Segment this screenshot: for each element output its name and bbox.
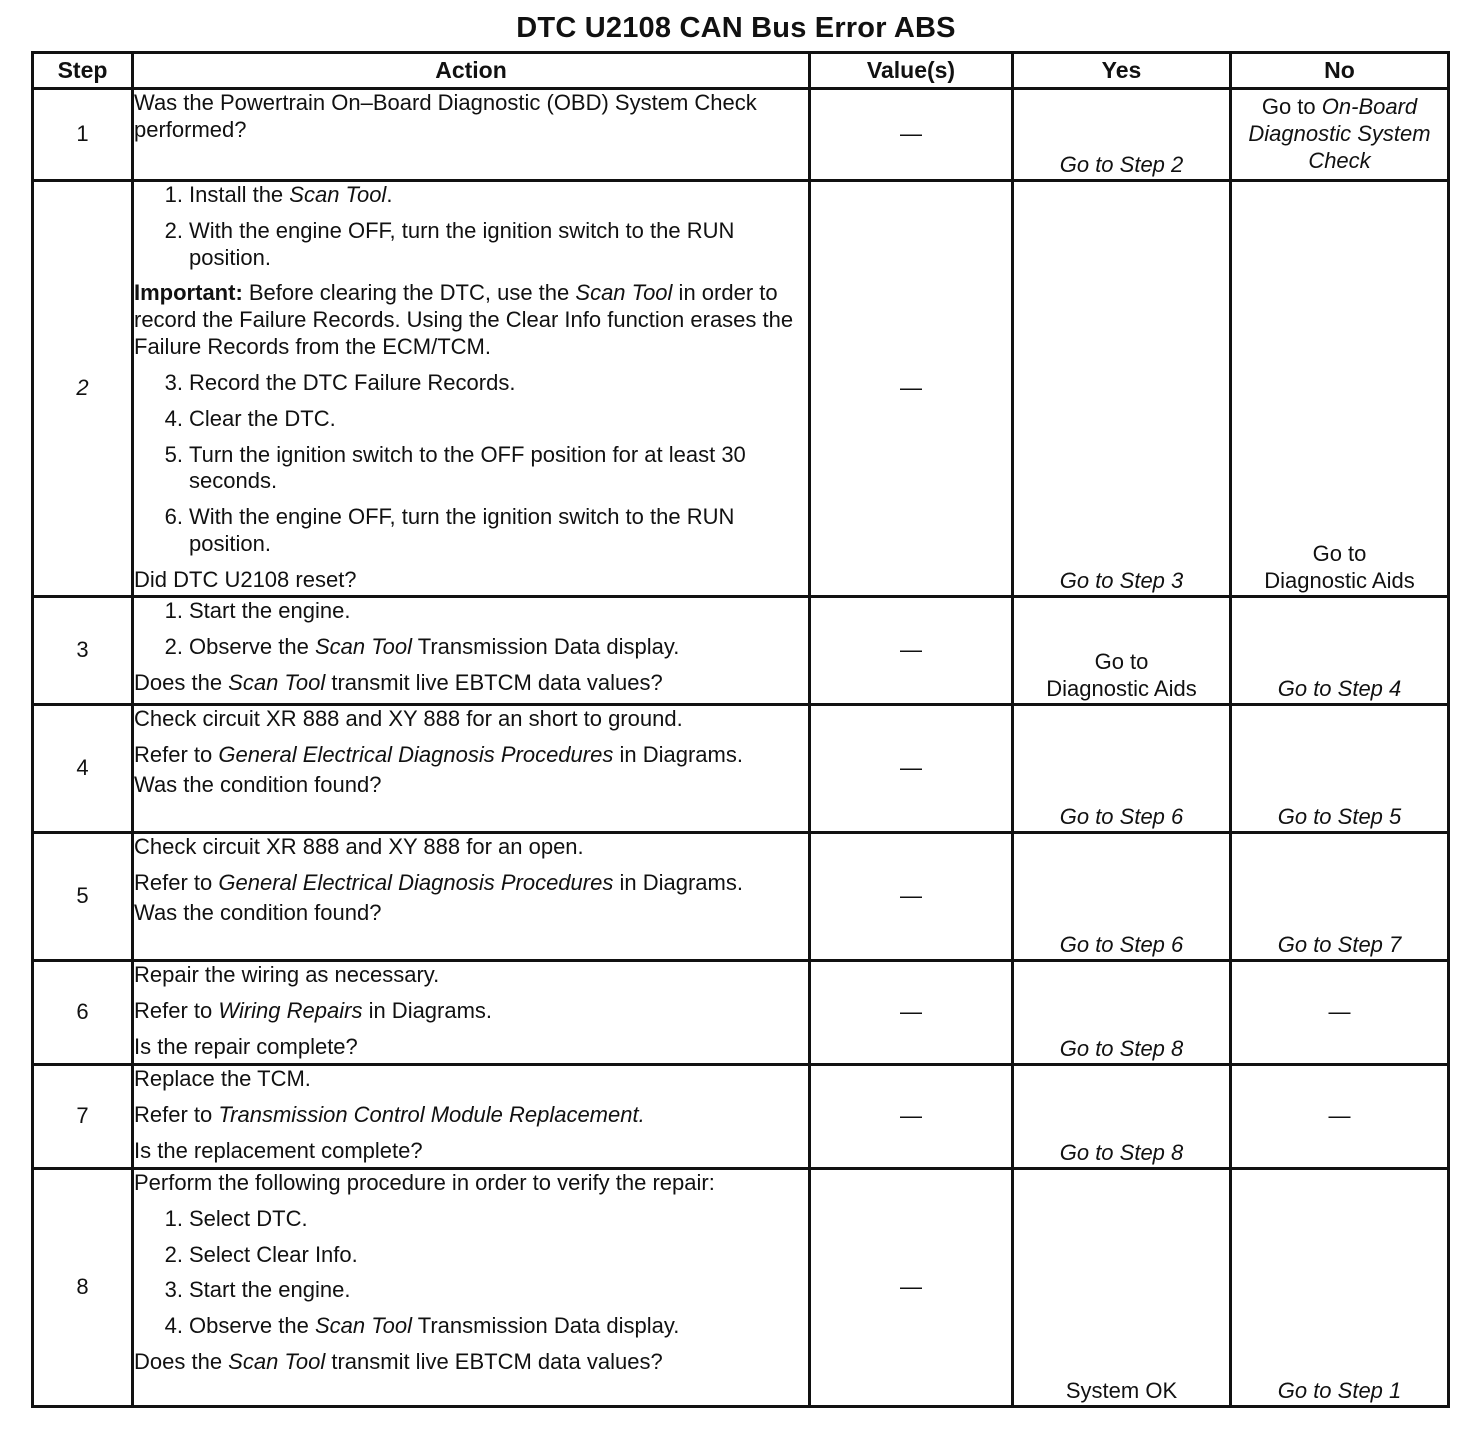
list-item: 5. Turn the ignition switch to the OFF position for at least 30 seconds.	[134, 442, 808, 496]
item-text: Observe the	[189, 1313, 315, 1339]
value-cell: —	[810, 705, 1013, 833]
reference-text: Refer to General Electrical Diagnosis Procedures in Diagrams.	[134, 869, 743, 895]
action-cell	[133, 833, 810, 961]
note-text: Before clearing the DTC, use the	[242, 280, 576, 306]
list-item: 1. Install the Scan Tool.	[164, 182, 393, 207]
reference-text: Refer to Wiring Repairs in Diagrams.	[134, 997, 493, 1023]
item-text: Select Clear Info.	[189, 1241, 358, 1267]
yes-cell: Go to Step 3	[1013, 181, 1231, 597]
action-text: Repair the wiring as necessary.	[134, 962, 440, 987]
table-row	[33, 1065, 1449, 1169]
value-cell: —	[810, 1169, 1013, 1407]
value-cell: —	[810, 1065, 1013, 1169]
important-note	[134, 280, 808, 360]
table-row	[33, 597, 1449, 705]
page-title: DTC U2108 CAN Bus Error ABS	[516, 12, 956, 44]
step-number: 2	[33, 181, 133, 597]
action-cell	[133, 705, 810, 833]
value-cell: —	[810, 89, 1013, 181]
header-row	[33, 53, 1449, 89]
reference-text: Refer to Transmission Control Module Replacement.	[134, 1101, 645, 1127]
question-text: Is the replacement complete?	[134, 1137, 423, 1163]
yes-cell: Go to Step 2	[1013, 89, 1231, 181]
question-text: Was the condition found?	[134, 771, 382, 797]
header-no: No	[1231, 53, 1449, 89]
yes-cell: Go to Step 8	[1013, 961, 1231, 1065]
question-text: Was the condition found?	[134, 899, 382, 925]
item-text: Start the engine.	[189, 1277, 351, 1303]
step-number: 1	[33, 89, 133, 181]
no-link: On-Board Diagnostic System Check	[1248, 94, 1431, 173]
action-text: Was the Powertrain On–Board Diagnostic (OBD) System Check performed?	[134, 90, 757, 142]
item-text: With the engine OFF, turn the ignition switch to the RUN position.	[189, 504, 735, 557]
header-values: Value(s)	[810, 53, 1013, 89]
table-row	[33, 181, 1449, 597]
action-cell	[133, 1169, 810, 1407]
item-text: Turn the ignition switch to the OFF position for at least 30 seconds.	[189, 441, 746, 494]
no-cell	[1231, 89, 1449, 181]
important-label: Important:	[134, 280, 243, 306]
table-row	[33, 705, 1449, 833]
action-cell	[133, 961, 810, 1065]
yes-link: Diagnostic Aids	[1046, 676, 1197, 702]
question-text: Does the Scan Tool transmit live EBTCM data values?	[134, 669, 663, 695]
action-text: Replace the TCM.	[134, 1066, 311, 1091]
question-text: Does the Scan Tool transmit live EBTCM data values?	[134, 1349, 663, 1375]
item-text: With the engine OFF, turn the ignition switch to the RUN position.	[189, 217, 735, 270]
no-text: Go to	[1261, 94, 1322, 119]
item-text: Record the DTC Failure Records.	[189, 369, 516, 395]
diagnostic-table	[31, 51, 1450, 1408]
action-cell	[133, 1065, 810, 1169]
note-emphasis: Scan Tool	[575, 280, 673, 306]
item-text: Start the engine.	[189, 598, 351, 623]
step-number: 7	[33, 1065, 133, 1169]
list-item: 1. Select DTC.	[134, 1206, 808, 1233]
yes-cell: Go to Step 6	[1013, 705, 1231, 833]
no-cell: Go to Step 4	[1231, 597, 1449, 705]
item-emphasis: Scan Tool	[289, 182, 387, 207]
no-cell: —	[1231, 1065, 1449, 1169]
action-cell	[133, 597, 810, 705]
item-text: Select DTC.	[189, 1205, 308, 1231]
action-text: Check circuit XR 888 and XY 888 for an short to ground.	[134, 706, 683, 731]
yes-cell	[1013, 597, 1231, 705]
list-item: 6. With the engine OFF, turn the ignition switch to the RUN position.	[134, 504, 808, 558]
action-text: Check circuit XR 888 and XY 888 for an open.	[134, 834, 584, 859]
no-link: Diagnostic Aids	[1264, 568, 1415, 594]
no-text: Go to	[1312, 541, 1367, 567]
list-item: 2. With the engine OFF, turn the ignition switch to the RUN position.	[134, 218, 808, 272]
no-cell: —	[1231, 961, 1449, 1065]
table-row	[33, 833, 1449, 961]
item-text: Clear the DTC.	[189, 405, 336, 431]
list-item: 1. Start the engine.	[134, 598, 808, 625]
table-row	[33, 961, 1449, 1065]
item-emphasis: Scan Tool	[314, 1313, 412, 1339]
value-cell: —	[810, 597, 1013, 705]
no-cell: Go to Step 5	[1231, 705, 1449, 833]
no-cell: Go to Step 7	[1231, 833, 1449, 961]
value-cell: —	[810, 181, 1013, 597]
action-cell	[133, 89, 810, 181]
list-item: 3. Start the engine.	[134, 1277, 808, 1304]
list-item: 4. Clear the DTC.	[134, 406, 808, 433]
item-emphasis: Scan Tool	[314, 633, 412, 659]
list-item: 2. Observe the Scan Tool Transmission Data display.	[164, 633, 680, 659]
list-item: 2. Select Clear Info.	[134, 1242, 808, 1269]
no-cell	[1231, 181, 1449, 597]
table-row	[33, 1169, 1449, 1407]
question-text: Did DTC U2108 reset?	[134, 566, 357, 592]
value-cell: —	[810, 833, 1013, 961]
yes-cell: Go to Step 8	[1013, 1065, 1231, 1169]
value-cell: —	[810, 961, 1013, 1065]
header-step: Step	[33, 53, 133, 89]
list-item: 4. Observe the Scan Tool Transmission Data display.	[164, 1313, 680, 1339]
item-text: Install the	[189, 182, 290, 207]
header-action: Action	[133, 53, 810, 89]
question-text: Is the repair complete?	[134, 1033, 358, 1059]
list-item: 3. Record the DTC Failure Records.	[134, 370, 808, 397]
step-number: 6	[33, 961, 133, 1065]
item-text: Transmission Data display.	[412, 1313, 680, 1339]
step-number: 8	[33, 1169, 133, 1407]
yes-cell: Go to Step 6	[1013, 833, 1231, 961]
step-number: 5	[33, 833, 133, 961]
step-number: 4	[33, 705, 133, 833]
yes-text: Go to	[1094, 649, 1149, 675]
action-text: Perform the following procedure in order to verify the repair:	[134, 1170, 715, 1195]
yes-cell: System OK	[1013, 1169, 1231, 1407]
item-text: Transmission Data display.	[412, 633, 680, 659]
table-row	[33, 89, 1449, 181]
reference-text: Refer to General Electrical Diagnosis Procedures in Diagrams.	[134, 741, 743, 767]
step-number: 3	[33, 597, 133, 705]
item-text: Observe the	[189, 633, 315, 659]
action-cell	[133, 181, 810, 597]
note-text: in order to record the Failure Records. Using the Clear Info function erases the Failure Records from the ECM/TCM.	[134, 280, 794, 360]
no-cell: Go to Step 1	[1231, 1169, 1449, 1407]
header-yes: Yes	[1013, 53, 1231, 89]
